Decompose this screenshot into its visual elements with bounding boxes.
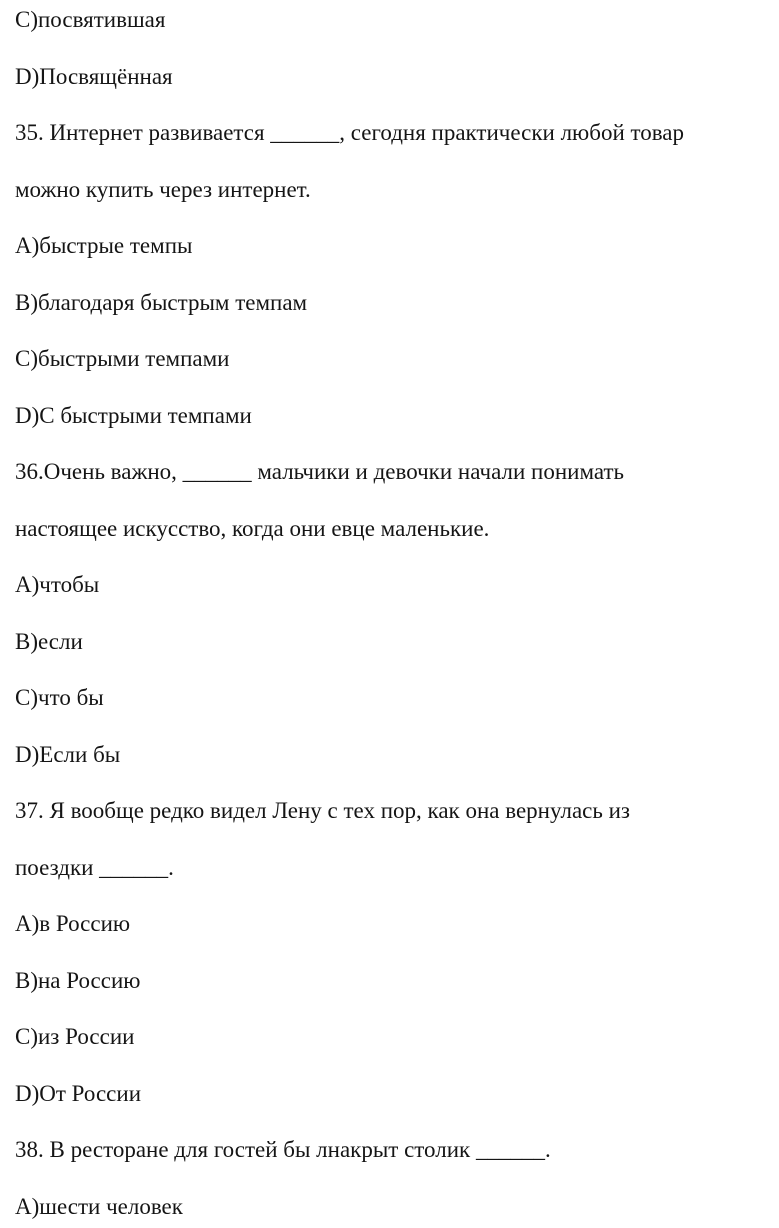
option-36d: D)Если бы	[15, 742, 121, 767]
question-36-line-2: настоящее искусство, когда они евце маленькие.	[15, 516, 490, 541]
option-37a: A)в Россию	[15, 911, 131, 936]
option-37d: D)От России	[15, 1081, 142, 1106]
question-37-line-1: 37. Я вообще редко видел Лену с тех пор, как она вернулась из	[15, 798, 631, 823]
option-35c: C)быстрыми темпами	[15, 346, 230, 371]
option-35d: D)С быстрыми темпами	[15, 403, 252, 428]
question-35-line-1: 35. Интернет развивается ______, сегодня практически любой товар	[15, 120, 685, 145]
question-36-line-1: 36.Очень важно, ______ мальчики и девочки начали понимать	[15, 459, 624, 484]
option-34c: C)посвятившая	[15, 7, 166, 32]
question-38-line-1: 38. В ресторане для гостей бы лнакрыт столик ______.	[15, 1137, 551, 1162]
question-35-line-2: можно купить через интернет.	[15, 177, 311, 202]
option-35a: A)быстрые темпы	[15, 233, 193, 258]
option-36b: B)если	[15, 629, 83, 654]
option-36a: A)чтобы	[15, 572, 100, 597]
option-36c: C)что бы	[15, 685, 104, 710]
option-34d: D)Посвящённая	[15, 64, 173, 89]
option-35b: B)благодаря быстрым темпам	[15, 290, 308, 315]
option-38a: A)шести человек	[15, 1194, 183, 1219]
option-37c: C)из России	[15, 1024, 135, 1049]
question-37-line-2: поездки ______.	[15, 855, 174, 880]
option-37b: B)на Россию	[15, 968, 141, 993]
